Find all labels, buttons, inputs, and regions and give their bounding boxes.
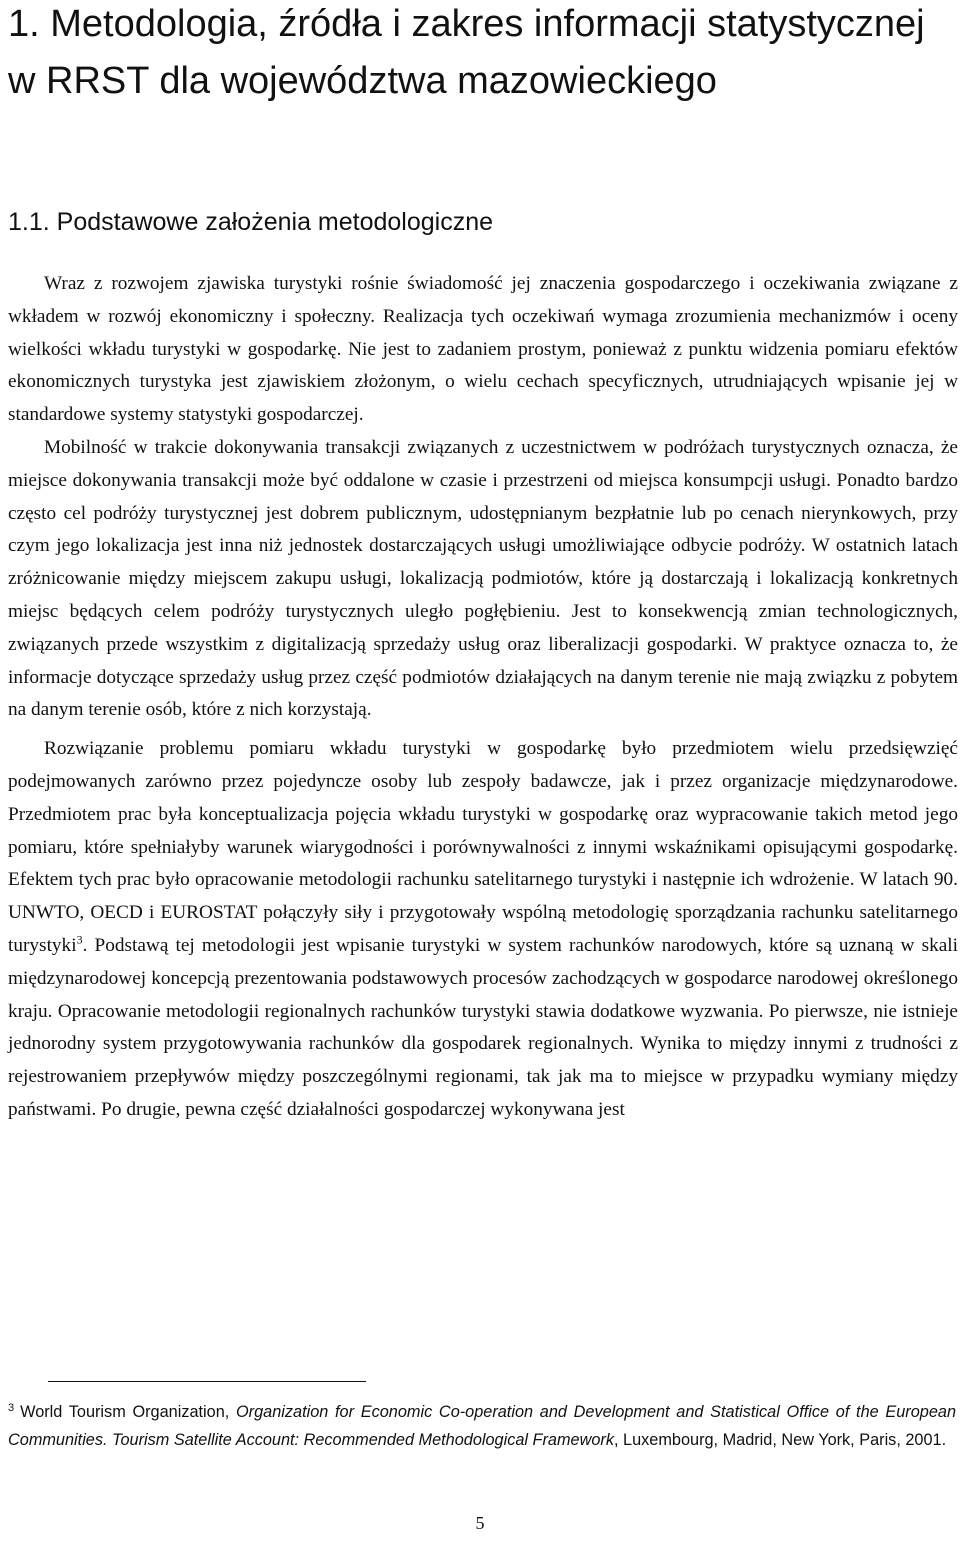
- footnote-number: 3: [8, 1401, 15, 1414]
- footnote-divider: [48, 1381, 366, 1382]
- footnote-text: , Luxembourg, Madrid, New York, Paris, 2001.: [613, 1431, 947, 1449]
- footnote-italic-text: Organization for Economic Co-operation and Development and Statistical Office of the European Communities. Tourism Satellite Account: Recommended Methodological Framework: [8, 1403, 957, 1449]
- section-title: 1.1. Podstawowe założenia metodologiczne: [8, 208, 494, 236]
- footnote: [8, 1398, 956, 1454]
- paragraph: Wraz z rozwojem zjawiska turystyki rośnie świadomość jej znaczenia gospodarczego i oczekiwania związane z wkładem w rozwój ekonomiczny i społeczny. Realizacja tych oczekiwań wymaga zrozumienia mechanizmów i oceny wielkości wkładu turystyki w gospodarkę. Nie jest to zadaniem prostym, ponieważ z punktu widzenia pomiaru efektów ekonomicznych turystyka jest zjawiskiem złożonym, o wielu cechach specyficznych, utrudniających wpisanie jej w standardowe systemy statystyki gospodarczej.: [8, 273, 958, 426]
- paragraph: [8, 733, 958, 1127]
- paragraph-text: Rozwiązanie problemu pomiaru wkładu turystyki w gospodarkę było przedmiotem wielu przedsięwzięć podejmowanych zarówno przez pojedyncze osoby lub zespoły badawcze, jak i przez organizacje międzynarodowe. Przedmiotem prac była konceptualizacja pojęcia wkładu turystyki w gospodarkę oraz wypracowanie takich metod jego pomiaru, które spełniałyby warunek wiarygodności i porównywalności z innymi wskaźnikami opisującymi gospodarkę. Efektem tych prac było opracowanie metodologii rachunku satelitarnego turystyki i następnie ich wdrożenie. W latach 90. UNWTO, OECD i EUROSTAT połączyły siły i przygotowały wspólną metodologię sporządzania rachunku satelitarnego turystyki: [8, 738, 958, 956]
- footnote-reference[interactable]: 3: [76, 932, 83, 947]
- chapter-title: 1. Metodologia, źródła i zakres informacji statystycznej w RRST dla województwa mazowieckiego: [8, 3, 925, 102]
- footnote-text: World Tourism Organization,: [20, 1403, 237, 1421]
- paragraph: Mobilność w trakcie dokonywania transakcji związanych z uczestnictwem w podróżach turystycznych oznacza, że miejsce dokonywania transakcji może być oddalone w czasie i przestrzeni od miejsca konsumpcji usługi. Ponadto bardzo często cel podróży turystycznej jest dobrem publicznym, udostępnianym bezpłatnie lub po cenach nierynkowych, przy czym jego lokalizacja jest inna niż jednostek dostarczających usługi umożliwiające odbycie podróży. W ostatnich latach zróżnicowanie między miejscem zakupu usługi, lokalizacją podmiotów, które ją dostarczają i lokalizacją konkretnych miejsc będących celem podróży turystycznych uległo pogłębieniu. Jest to konsekwencją zmian technologicznych, związanych przede wszystkim z digitalizacją sprzedaży usług oraz liberalizacji gospodarki. W praktyce oznacza to, że informacje dotyczące sprzedaży usług przez część podmiotów działających na danym terenie nie mają związku z pobytem na danym terenie osób, które z nich korzystają.: [8, 436, 958, 721]
- page-number: 5: [475, 1513, 485, 1533]
- body-text: [8, 268, 958, 1127]
- paragraph-text: . Podstawą tej metodologii jest wpisanie turystyki w system rachunków narodowych, które są uznaną w skali międzynarodowej koncepcją prezentowania podstawowych procesów zachodzących w gospodarce narodowej określonego kraju. Opracowanie metodologii regionalnych rachunków turystyki stawia dodatkowe wyzwania. Po pierwsze, nie istnieje jednorodny system przygotowywania rachunków dla gospodarek regionalnych. Wynika to między innymi z trudności z rejestrowaniem przepływów między poszczególnymi regionami, tak jak ma to miejsce w przypadku wymiany między państwami. Po drugie, pewna część działalności gospodarczej wykonywana jest: [8, 934, 958, 1120]
